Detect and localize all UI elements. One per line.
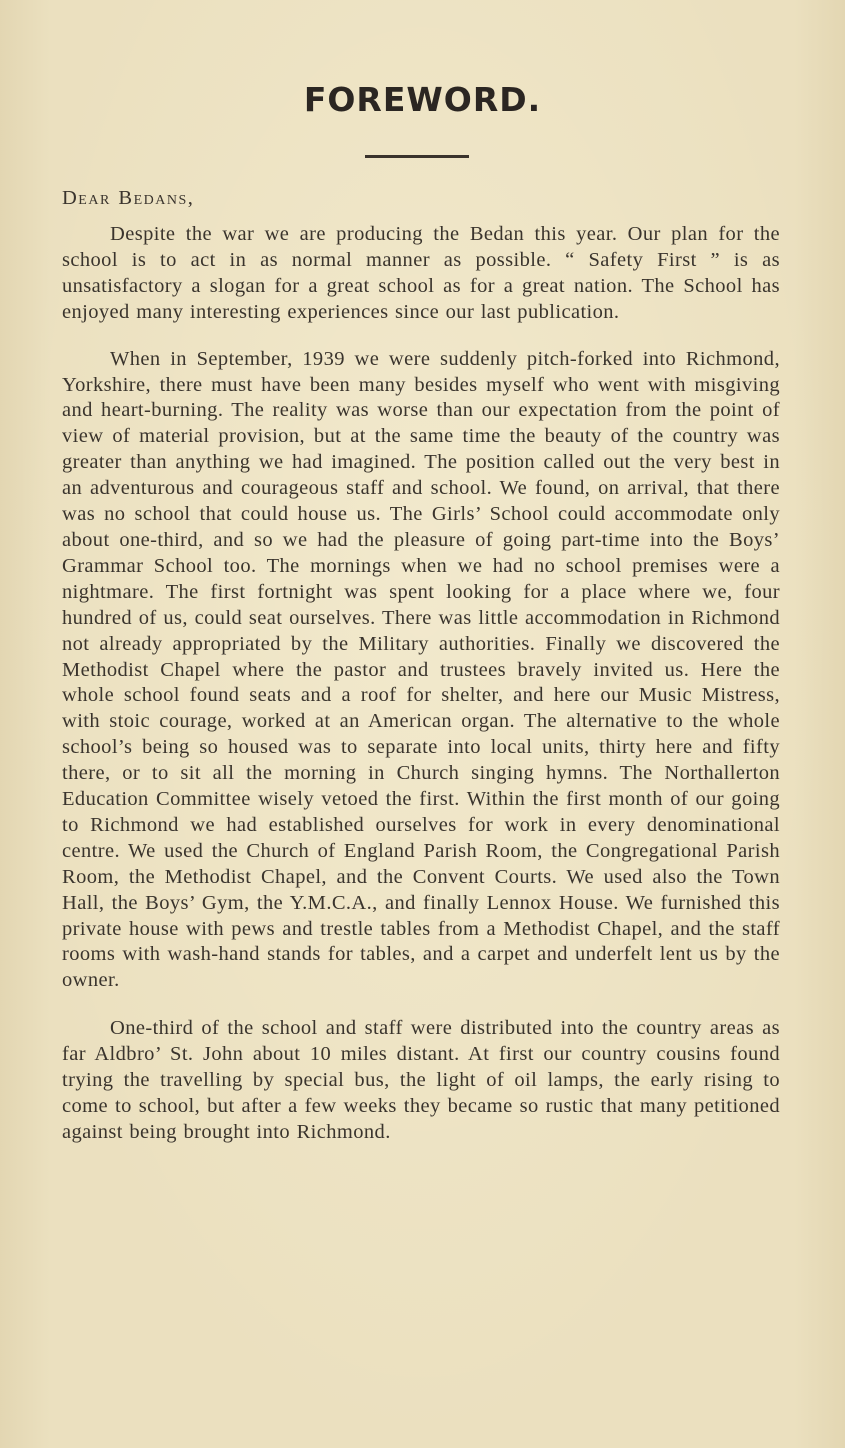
salutation: Dear Bedans,: [62, 187, 195, 209]
paragraph-3: One-third of the school and staff were distributed into the country areas as far Aldbro’ St. John about 10 miles distant. At first our country cousins found trying the travelling by special bus, the light of oil lamps, the early rising to come to school, but after a few weeks they became so rustic that many petitioned against being brought into Richmond.: [62, 1017, 780, 1143]
letter-body: [62, 186, 780, 1146]
title-divider: [365, 155, 469, 158]
paragraph-1: Despite the war we are producing the Bedan this year. Our plan for the school is to act in as normal manner as possible. “ Safety First ” is as unsatisfactory a slogan for a great school as for a great nation. The School has enjoyed many interesting experiences since our last publication.: [62, 223, 780, 323]
page-title: FOREWORD.: [303, 80, 542, 119]
paragraph-2: When in September, 1939 we were suddenly pitch-forked into Richmond, Yorkshire, there must have been many besides myself who went with misgiving and heart-burning. The reality was worse than our expectation from the point of view of material provision, but at the same time the beauty of the country was greater than anything we had imagined. The position called out the very best in an adventurous and courageous staff and school. We found, on arrival, that there was no school that could house us. The Girls’ School could accommodate only about one-third, and so we had the pleasure of going part-time into the Boys’ Grammar School too. The mornings when we had no school premises were a nightmare. The first fortnight was spent looking for a place where we, four hundred of us, could seat ourselves. There was little accommodation in Richmond not already appropriated by the Military authorities. Finally we discovered the Methodist Chapel where the pastor and trustees bravely invited us. Here the whole school found seats and a roof for shelter, and here our Music Mistress, with stoic courage, worked at an American organ. The alternative to the whole school’s being so housed was to separate into local units, thirty here and fifty there, or to sit all the morning in Church singing hymns. The Northallerton Education Committee wisely vetoed the first. Within the first month of our going to Richmond we had established ourselves for work in every denominational centre. We used the Church of England Parish Room, the Congregational Parish Room, the Methodist Chapel, and the Convent Courts. We used also the Town Hall, the Boys’ Gym, the Y.M.C.A., and finally Lennox House. We furnished this private house with pews and trestle tables from a Methodist Chapel, and the staff rooms with wash-hand stands for tables, and a carpet and underfelt lent us by the owner.: [62, 347, 780, 992]
